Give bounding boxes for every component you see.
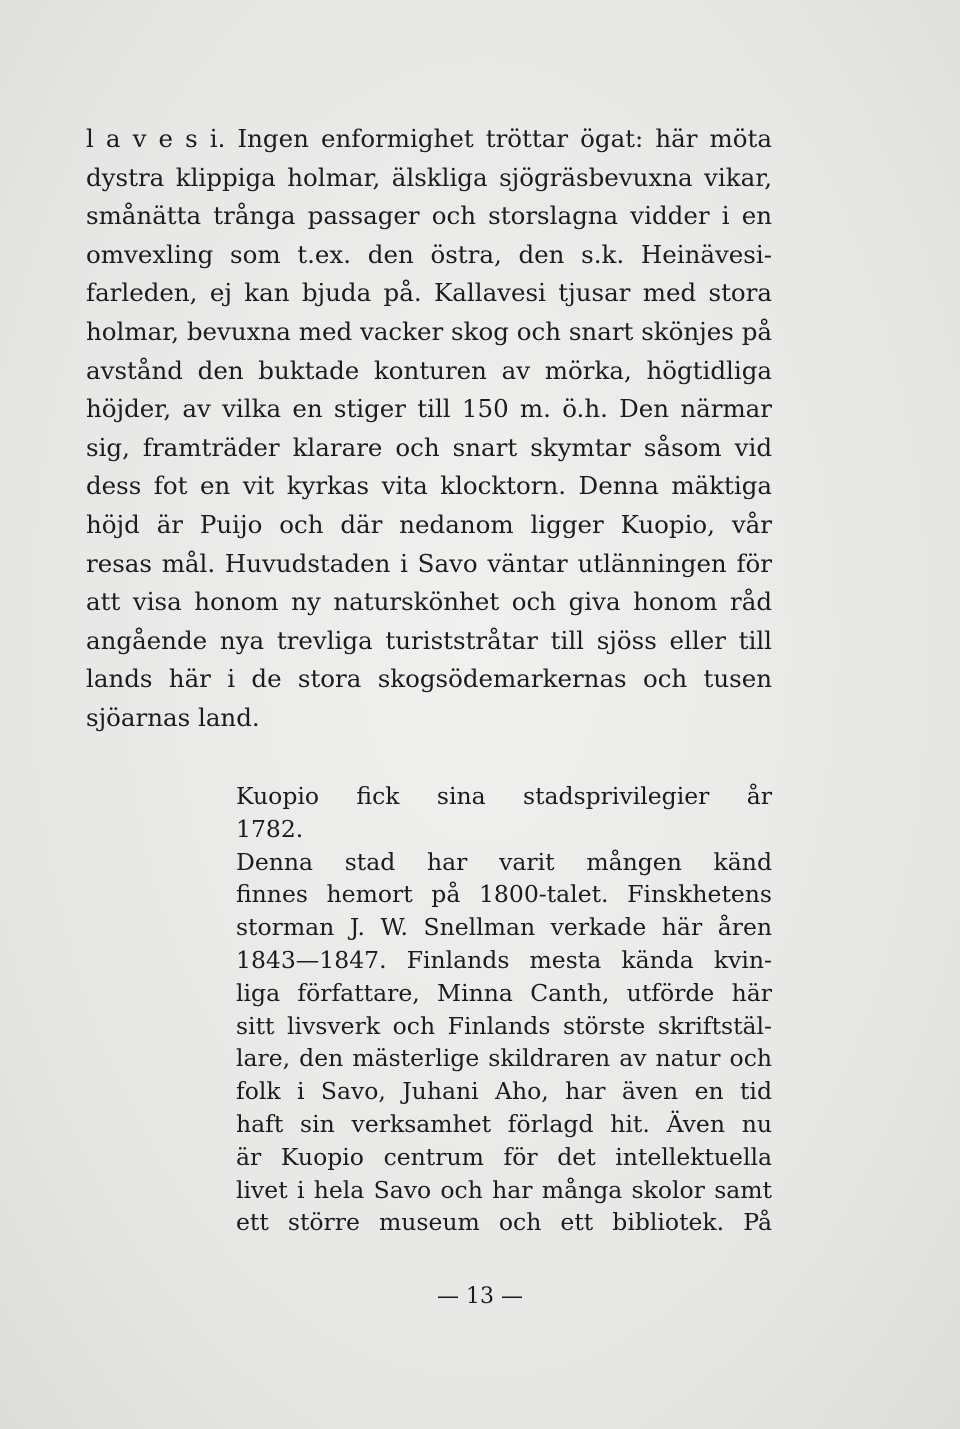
paragraph-1: [86, 120, 772, 738]
text-line: farleden, ej kan bjuda på. Kallavesi tjusar med stora: [86, 278, 772, 308]
text-line: sjöarnas land.: [86, 702, 260, 732]
text-line: 1843—1847. Finlands mesta kända kvin-: [236, 945, 772, 974]
text-line: Kuopio fick sina stadsprivilegier år: [236, 782, 772, 810]
text-line: ett större museum och ett bibliotek. På: [236, 1208, 772, 1237]
text-line: storman J. W. Snellman verkade här åren: [236, 913, 772, 942]
text-line: avstånd den buktade konturen av mörka, högtidliga: [86, 355, 772, 385]
text-line: lare, den mästerlige skildraren av natur och: [236, 1044, 772, 1073]
text-line: l a v e s i. Ingen enformighet tröttar ögat: här möta: [86, 124, 772, 153]
text-line: höjder, av vilka en stiger till 150 m. ö.h. Den närmar: [86, 394, 772, 424]
text-line: folk i Savo, Juhani Aho, har även en tid: [236, 1077, 772, 1106]
text-line: lands här i de stora skogsödemarkernas och tusen: [86, 664, 772, 694]
text-line: dystra klippiga holmar, älskliga sjögräsbevuxna vikar,: [86, 162, 772, 192]
page-number: — 13 —: [437, 1284, 523, 1309]
text-line: smånätta trånga passager och storslagna vidder i en: [86, 201, 772, 231]
text-line: finnes hemort på 1800-talet. Finskhetens: [236, 880, 772, 909]
text-line: liga författare, Minna Canth, utförde här: [236, 978, 772, 1007]
text-line: resas mål. Huvudstaden i Savo väntar utlänningen för: [86, 548, 772, 578]
text-line: holmar, bevuxna med vacker skog och snart skönjes på: [86, 316, 772, 346]
text-line: haft sin verksamhet förlagd hit. Även nu: [236, 1109, 772, 1138]
text-line: dess fot en vit kyrkas vita klocktorn. Denna mäktiga: [86, 471, 772, 501]
text-line: höjd är Puijo och där nedanom ligger Kuopio, vår: [86, 509, 772, 539]
text-line: Denna stad har varit mången känd: [236, 847, 772, 876]
text-line: 1782.: [236, 814, 304, 843]
text-line: angående nya trevliga turiststråtar till sjöss eller till: [86, 625, 772, 655]
text-line: att visa honom ny naturskönhet och giva honom råd: [86, 587, 772, 617]
text-line: omvexling som t.ex. den östra, den s.k. Heinävesi-: [86, 239, 772, 269]
text-line: sig, framträder klarare och snart skymtar såsom vid: [86, 432, 772, 462]
text-line: är Kuopio centrum för det intellektuella: [236, 1142, 772, 1171]
text-line: sitt livsverk och Finlands störste skriftstäl-: [236, 1011, 772, 1040]
paragraph-2: [236, 780, 772, 1239]
text-line: livet i hela Savo och har många skolor samt: [236, 1175, 772, 1204]
